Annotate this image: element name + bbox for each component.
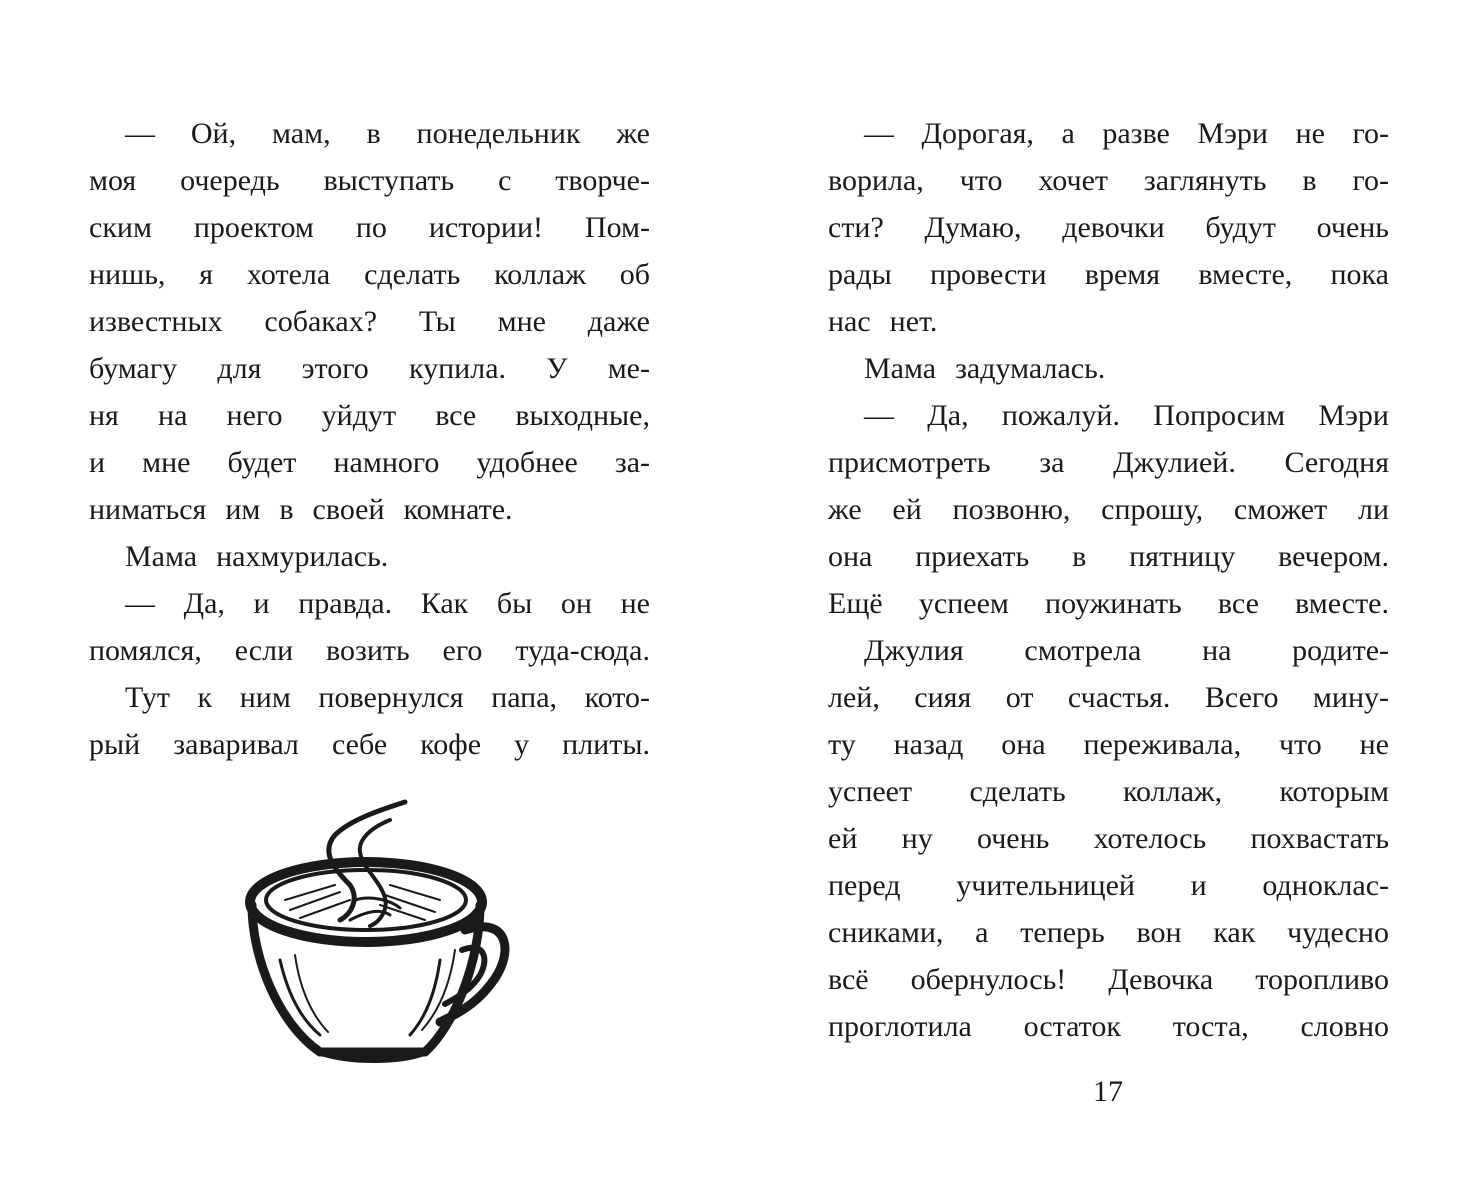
text-line: ту назад она переживала, что не	[828, 728, 1389, 761]
text-line: ей ну очень хотелось похвастать	[828, 822, 1389, 855]
text-line: проглотила остаток тоста, словно	[828, 1010, 1389, 1043]
text-line: нишь, я хотела сделать коллаж об	[89, 258, 650, 291]
text-line: ским проектом по истории! Пом-	[89, 211, 650, 244]
right-page-text	[828, 110, 1389, 1050]
text-line: ворила, что хочет заглянуть в го-	[828, 164, 1389, 197]
text-line: — Ой, мам, в понедельник же	[125, 117, 650, 150]
text-line: — Да, пожалуй. Попросим Мэри	[864, 399, 1389, 432]
left-page-text	[89, 110, 650, 768]
text-line: Джулия смотрела на родите-	[864, 634, 1389, 667]
text-line: же ей позвоню, спрошу, сможет ли	[828, 493, 1389, 526]
text-line: помялся, если возить его туда-сюда.	[89, 634, 650, 667]
text-line: — Да, и правда. Как бы он не	[125, 587, 650, 620]
text-line: бумагу для этого купила. У ме-	[89, 352, 650, 385]
text-line: ня на него уйдут все выходные,	[89, 399, 650, 432]
text-line: присмотреть за Джулией. Сегодня	[828, 446, 1389, 479]
text-line: известных собаках? Ты мне даже	[89, 305, 650, 338]
text-line: сти? Думаю, девочки будут очень	[828, 211, 1389, 244]
text-line: всё обернулось! Девочка торопливо	[828, 963, 1389, 996]
text-line: лей, сияя от счастья. Всего мину-	[828, 681, 1389, 714]
text-line: сниками, а теперь вон как чудесно	[828, 916, 1389, 949]
text-line: Ещё успеем поужинать все вместе.	[828, 587, 1389, 620]
text-line: Тут к ним повернулся папа, кото-	[125, 681, 650, 714]
text-line: рый заваривал себе кофе у плиты.	[89, 728, 650, 761]
text-line: перед учительницей и одноклас-	[828, 869, 1389, 902]
text-line: ниматься им в своей комнате.	[89, 493, 513, 526]
text-line: успеет сделать коллаж, которым	[828, 775, 1389, 808]
text-line: она приехать в пятницу вечером.	[828, 540, 1389, 573]
text-line: моя очередь выступать с творче-	[89, 164, 650, 197]
text-line: нас нет.	[828, 305, 938, 338]
text-line: — Дорогая, а разве Мэри не го-	[864, 117, 1389, 150]
text-line: Мама задумалась.	[864, 352, 1106, 385]
page-number: 17	[1093, 1075, 1123, 1108]
coffee-cup-icon	[240, 790, 515, 1070]
text-line: Мама нахмурилась.	[125, 540, 389, 573]
text-line: и мне будет намного удобнее за-	[89, 446, 650, 479]
text-line: рады провести время вместе, пока	[828, 258, 1389, 291]
